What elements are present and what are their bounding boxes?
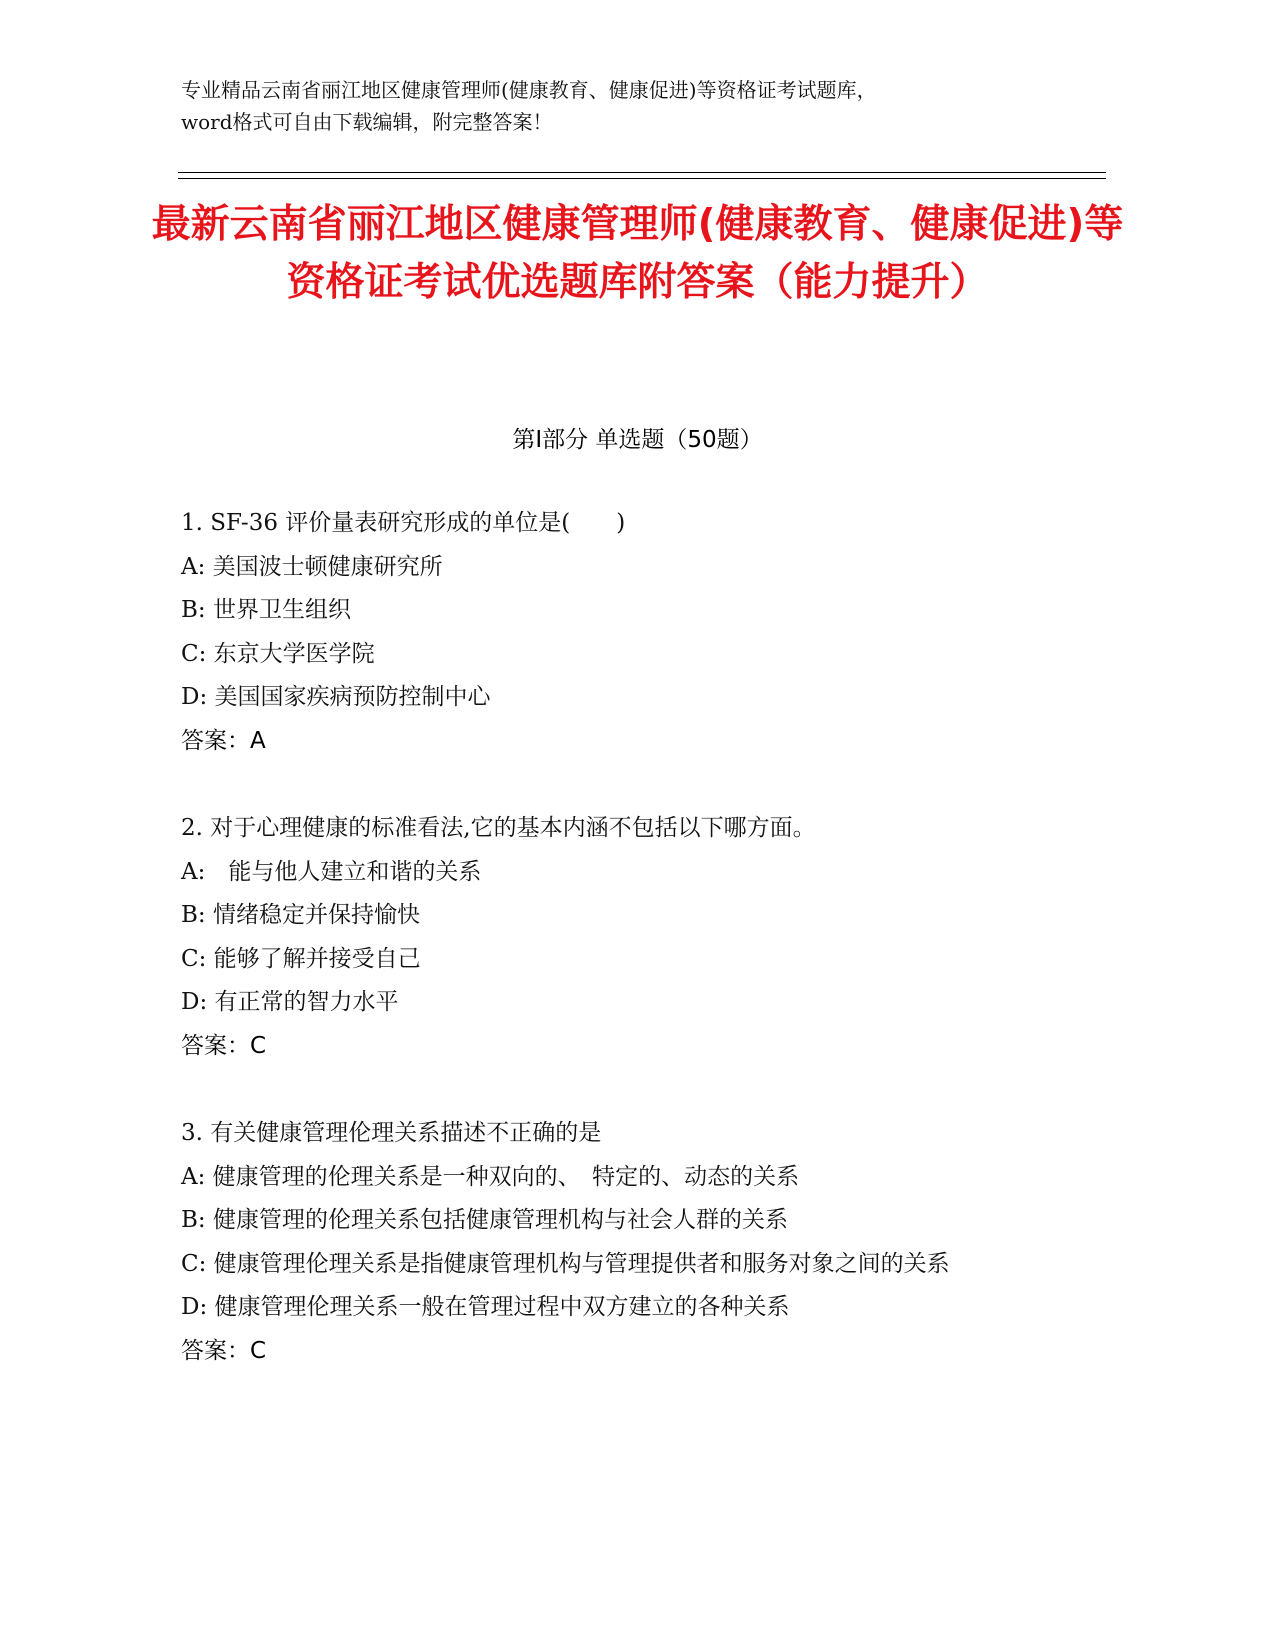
option-b: B: 健康管理的伦理关系包括健康管理机构与社会人群的关系 [181, 1207, 788, 1233]
answer: 答案：C [181, 1032, 267, 1059]
option-d: D: 有正常的智力水平 [181, 989, 399, 1015]
option-c: C: 能够了解并接受自己 [181, 945, 421, 972]
document-title: 最新云南省丽江地区健康管理师(健康教育、健康促进)等资格证考试优选题库附答案（能力提升） [151, 202, 1124, 305]
answer: 答案：C [181, 1337, 267, 1364]
question-stem: 1. SF-36 评价量表研究形成的单位是( ) [181, 510, 626, 536]
answer: 答案：A [181, 727, 266, 754]
option-c: C: 健康管理伦理关系是指健康管理机构与管理提供者和服务对象之间的关系 [181, 1250, 950, 1277]
option-d: D: 健康管理伦理关系一般在管理过程中双方建立的各种关系 [181, 1294, 790, 1320]
header-divider-thin [178, 178, 1106, 179]
question-2 [181, 807, 1041, 1068]
question-3 [181, 1112, 1041, 1373]
question-stem: 2. 对于心理健康的标准看法,它的基本内涵不包括以下哪方面。 [181, 815, 816, 841]
question-stem: 3. 有关健康管理伦理关系描述不正确的是 [181, 1120, 602, 1146]
header-divider-thick [178, 172, 1106, 173]
option-a: A: 健康管理的伦理关系是一种双向的、 特定的、动态的关系 [181, 1163, 800, 1190]
option-b: B: 世界卫生组织 [181, 597, 351, 623]
option-d: D: 美国国家疾病预防控制中心 [181, 684, 491, 710]
option-a: A: 美国波士顿健康研究所 [181, 553, 443, 580]
section-heading: 第Ⅰ部分 单选题（50题） [512, 427, 763, 453]
option-c: C: 东京大学医学院 [181, 640, 375, 667]
question-1 [181, 502, 1041, 763]
option-b: B: 情绪稳定并保持愉快 [181, 902, 420, 928]
header-note: 专业精品云南省丽江地区健康管理师(健康教育、健康促进)等资格证考试题库， word格式可自由下载编辑，附完整答案！ [181, 78, 877, 134]
option-a: A: 能与他人建立和谐的关系 [181, 858, 482, 885]
